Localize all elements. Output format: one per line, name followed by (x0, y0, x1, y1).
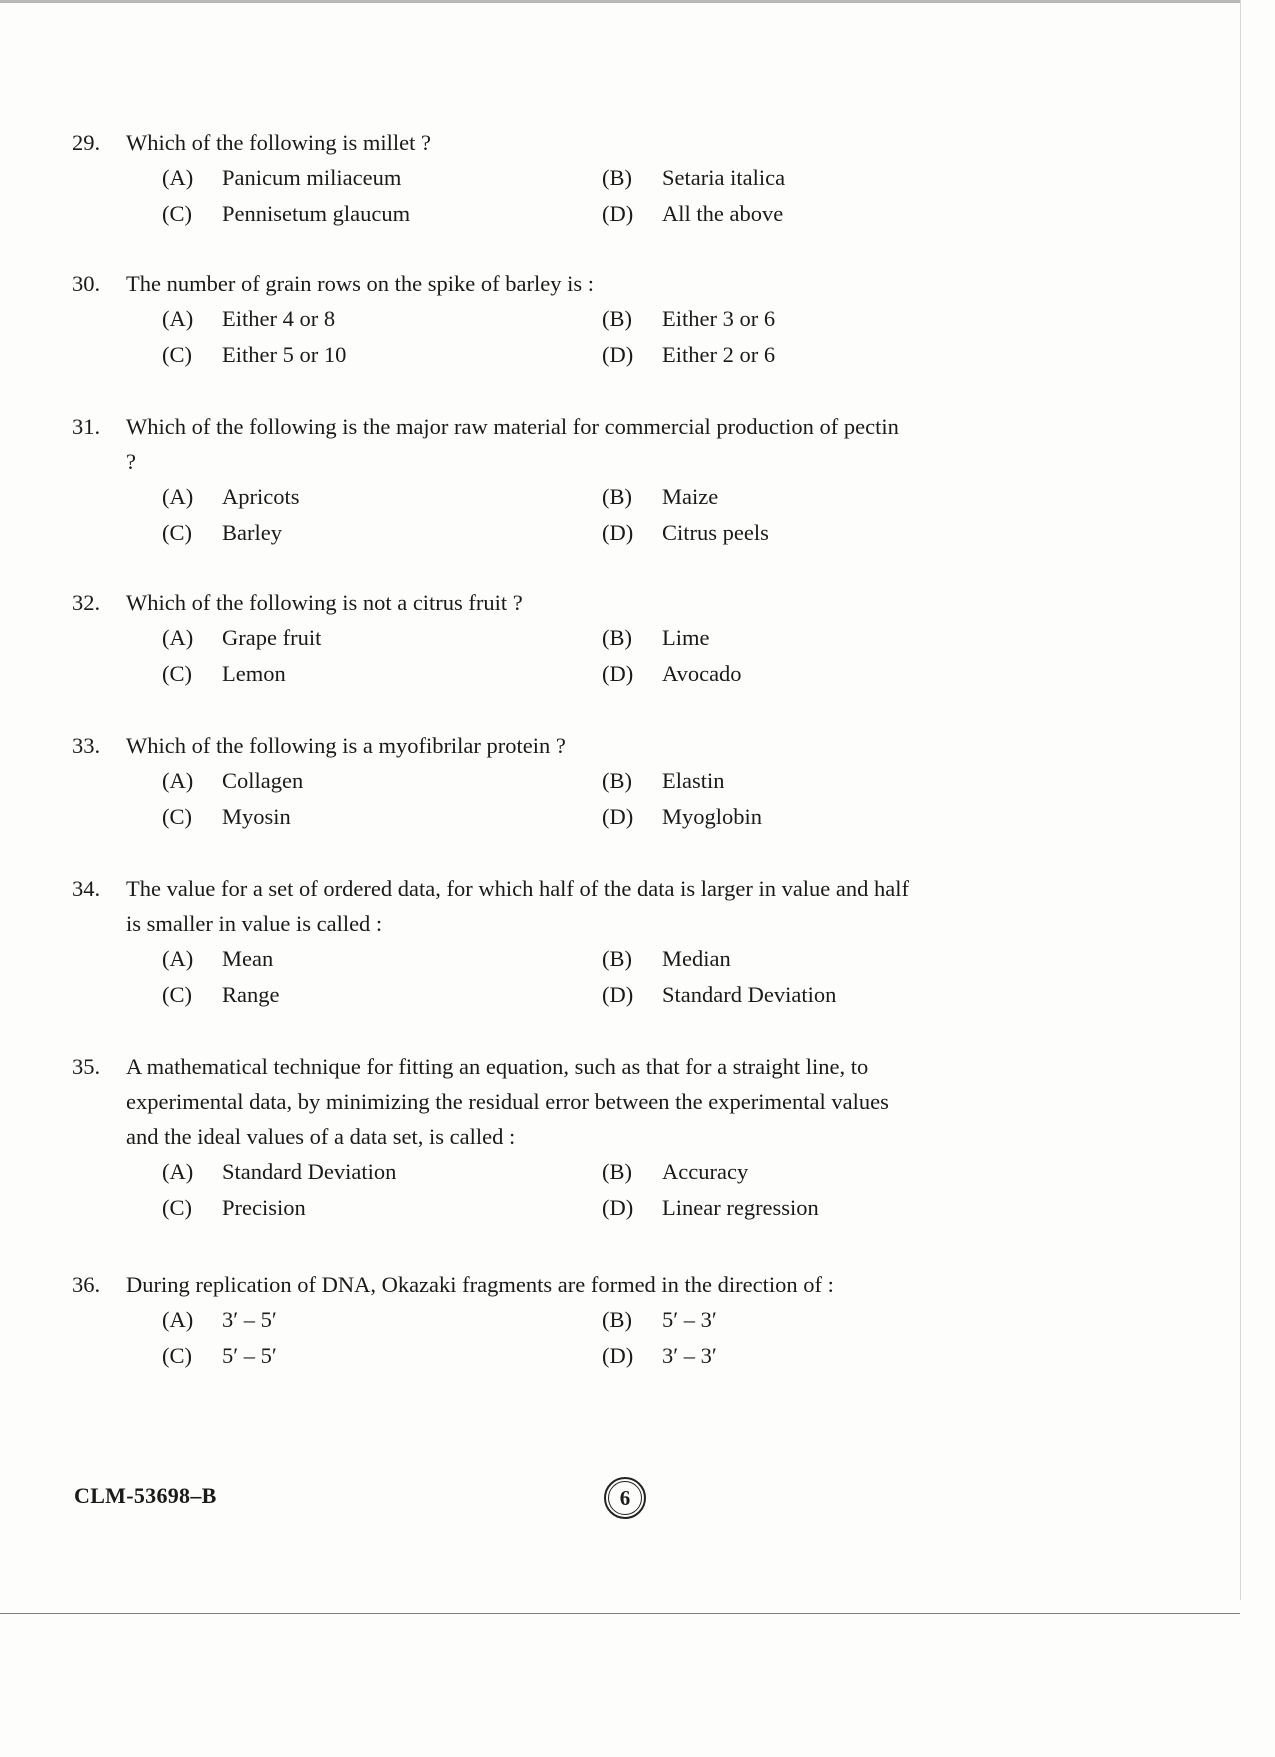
option-text: Myosin (222, 803, 291, 829)
option-label: (C) (162, 200, 192, 226)
option-d (602, 337, 902, 373)
option-b (602, 620, 902, 656)
option-a (162, 620, 602, 656)
option-b (602, 1302, 902, 1338)
option-label: (B) (602, 165, 632, 190)
option-label: (C) (162, 660, 192, 686)
option-label: (A) (162, 484, 194, 509)
question-text: A mathematical technique for fitting an equation, such as that for a straight line, to experimental data, by minimizing the residual error between the experimental values and the ideal values of a data set, is called : (126, 1054, 889, 1149)
option-text: Standard Deviation (222, 1159, 397, 1184)
option-label: (A) (162, 1307, 194, 1332)
question-number: 32. (72, 590, 101, 615)
option-label: (B) (602, 625, 632, 650)
option-text: Grape fruit (222, 625, 322, 650)
booklet-code: CLM-53698–B (74, 1483, 217, 1508)
question-text: The number of grain rows on the spike of barley is : (126, 271, 595, 296)
option-text: 3′ – 3′ (662, 1342, 717, 1368)
option-label: (D) (602, 200, 634, 226)
option-text: Citrus peels (662, 519, 769, 545)
option-label: (B) (602, 484, 632, 509)
option-label: (C) (162, 1194, 192, 1220)
option-label: (D) (602, 1194, 634, 1220)
option-d (602, 977, 902, 1013)
option-text: Setaria italica (662, 165, 786, 190)
option-c (162, 337, 602, 373)
option-label: (D) (602, 519, 634, 545)
question-35 (72, 1049, 932, 1225)
option-label: (B) (602, 1307, 632, 1332)
option-text: Range (222, 981, 280, 1007)
question-number: 34. (72, 876, 101, 901)
option-c (162, 196, 602, 232)
option-c (162, 515, 602, 551)
option-label: (B) (602, 946, 632, 971)
option-c (162, 1190, 602, 1226)
option-label: (A) (162, 306, 194, 331)
question-number: 36. (72, 1272, 101, 1297)
option-b (602, 479, 902, 515)
option-a (162, 479, 602, 515)
option-label: (B) (602, 306, 632, 331)
option-label: (C) (162, 981, 192, 1007)
page-number: 6 (619, 1485, 631, 1510)
question-text: Which of the following is millet ? (126, 130, 431, 155)
option-label: (C) (162, 803, 192, 829)
question-29 (72, 125, 932, 231)
option-text: Standard Deviation (662, 981, 837, 1007)
option-text: 5′ – 5′ (222, 1342, 277, 1368)
option-text: Barley (222, 519, 282, 545)
question-32 (72, 585, 932, 691)
option-text: Collagen (222, 768, 304, 793)
option-text: Myoglobin (662, 803, 763, 829)
option-text: Either 2 or 6 (662, 341, 776, 367)
question-text: Which of the following is the major raw material for commercial production of pectin ? (126, 414, 899, 474)
option-label: (A) (162, 946, 194, 971)
question-number: 30. (72, 271, 101, 296)
option-text: All the above (662, 200, 784, 226)
option-text: Panicum miliaceum (222, 165, 402, 190)
option-d (602, 799, 902, 835)
option-label: (D) (602, 1342, 634, 1368)
option-a (162, 1154, 602, 1190)
option-c (162, 1338, 602, 1374)
option-b (602, 301, 902, 337)
question-text: Which of the following is a myofibrilar protein ? (126, 733, 566, 758)
option-text: 5′ – 3′ (662, 1307, 717, 1332)
option-text: Avocado (662, 660, 742, 686)
option-text: Median (662, 946, 731, 971)
option-label: (D) (602, 981, 634, 1007)
option-c (162, 656, 602, 692)
question-text: During replication of DNA, Okazaki fragments are formed in the direction of : (126, 1272, 834, 1297)
option-label: (B) (602, 1159, 632, 1184)
question-number: 33. (72, 733, 101, 758)
option-text: Maize (662, 484, 719, 509)
scan-bottom-rule (0, 1613, 1240, 1614)
option-a (162, 160, 602, 196)
question-31 (72, 409, 932, 550)
option-text: Lime (662, 625, 710, 650)
option-label: (C) (162, 1342, 192, 1368)
option-b (602, 763, 902, 799)
option-d (602, 515, 902, 551)
question-36 (72, 1267, 932, 1373)
option-a (162, 941, 602, 977)
option-a (162, 763, 602, 799)
option-a (162, 301, 602, 337)
question-33 (72, 728, 932, 834)
option-label: (D) (602, 803, 634, 829)
option-d (602, 1338, 902, 1374)
option-text: Linear regression (662, 1194, 819, 1220)
page-number-badge (604, 1477, 646, 1519)
option-text: Precision (222, 1194, 306, 1220)
option-text: Either 3 or 6 (662, 306, 776, 331)
question-text: The value for a set of ordered data, for which half of the data is larger in value and half is smaller in value is called : (126, 876, 910, 936)
question-30 (72, 266, 932, 372)
question-34 (72, 871, 932, 1012)
option-b (602, 1154, 902, 1190)
option-text: Apricots (222, 484, 300, 509)
option-label: (D) (602, 341, 634, 367)
option-text: 3′ – 5′ (222, 1307, 277, 1332)
option-d (602, 656, 902, 692)
question-number: 29. (72, 130, 101, 155)
question-number: 31. (72, 414, 101, 439)
option-b (602, 160, 902, 196)
option-text: Lemon (222, 660, 286, 686)
option-a (162, 1302, 602, 1338)
option-c (162, 977, 602, 1013)
scan-top-edge (0, 0, 1240, 3)
option-label: (A) (162, 1159, 194, 1184)
option-label: (C) (162, 519, 192, 545)
option-text: Either 5 or 10 (222, 341, 347, 367)
option-label: (D) (602, 660, 634, 686)
option-text: Mean (222, 946, 274, 971)
question-number: 35. (72, 1054, 101, 1079)
option-c (162, 799, 602, 835)
option-label: (A) (162, 768, 194, 793)
option-text: Pennisetum glaucum (222, 200, 411, 226)
option-b (602, 941, 902, 977)
question-text: Which of the following is not a citrus fruit ? (126, 590, 523, 615)
option-text: Elastin (662, 768, 725, 793)
option-label: (A) (162, 625, 194, 650)
scan-right-edge (1240, 0, 1241, 1600)
option-d (602, 196, 902, 232)
option-label: (A) (162, 165, 194, 190)
option-label: (B) (602, 768, 632, 793)
option-text: Accuracy (662, 1159, 749, 1184)
option-label: (C) (162, 341, 192, 367)
option-d (602, 1190, 902, 1226)
option-text: Either 4 or 8 (222, 306, 336, 331)
